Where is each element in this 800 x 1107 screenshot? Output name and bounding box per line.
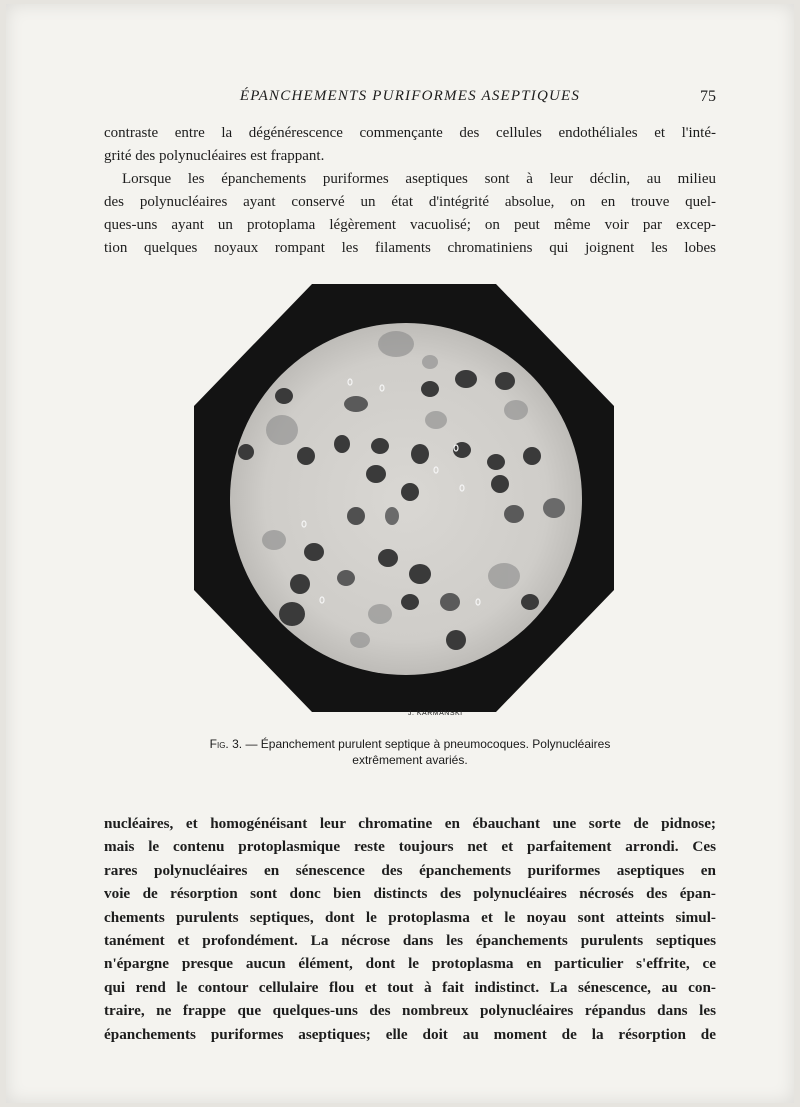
caption-text-line-1: — Épanchement purulent septique à pneumocoques. Polynucléaires [245,737,611,751]
page-number: 75 [700,88,716,105]
text-line: des polynucléaires ayant conservé un état d'intégrité absolue, on en trouve quel- [104,194,716,210]
text-line: n'épargne presque aucun élément, dont le protoplasma en particulier s'effrite, ce [104,955,716,973]
figure-caption [160,736,660,768]
paragraph-2 [104,168,716,260]
text-line: Lorsque les épanchements puriformes aseptiques sont à leur déclin, au milieu [122,171,716,187]
text-line: grité des polynucléaires est frappant. [104,148,325,164]
artist-signature: J. KARMANSKI [408,710,463,717]
running-title: ÉPANCHEMENTS PURIFORMES ASEPTIQUES [239,88,581,104]
paragraph-3 [104,812,716,1046]
text-line: ques-uns ayant un protoplama légèrement vacuolisé; on peut même voir par excep- [104,217,716,233]
paragraph-1 [104,122,716,168]
figure-label: Fig. 3. [209,737,243,751]
micrograph-figure [194,284,614,712]
caption-text-line-2: extrêmement avariés. [352,753,468,767]
text-line: traire, ne frappe que quelques-uns des nombreux polynucléaires répandus dans les [104,1002,716,1020]
text-line: qui rend le contour cellulaire flou et tout à fait indistinct. La sénescence, au con- [104,978,716,996]
text-line: tion quelques noyaux rompant les filaments chromatiniens qui joignent les lobes [104,240,716,256]
text-line: rares polynucléaires en sénescence des épanchements puriformes aseptiques en [104,861,716,879]
page-header [104,88,716,110]
text-line: contraste entre la dégénérescence commençante des cellules endothéliales et l'inté- [104,125,716,141]
text-line: mais le contenu protoplasmique reste toujours net et parfaitement arrondi. Ces [104,838,716,856]
micrograph-image [194,284,614,712]
text-line: épanchements puriformes aseptiques; elle doit au moment de la résorption de [104,1025,716,1043]
text-line: chements purulents septiques, dont le protoplasma et le noyau sont atteints simul- [104,908,716,926]
text-line: tanément et profondément. La nécrose dans les épanchements purulents septiques [104,932,716,950]
text-line: voie de résorption sont donc bien distincts des polynucléaires nécrosés des épan- [104,885,716,903]
text-line: nucléaires, et homogénéisant leur chromatine en ébauchant une sorte de pidnose; [104,815,716,832]
